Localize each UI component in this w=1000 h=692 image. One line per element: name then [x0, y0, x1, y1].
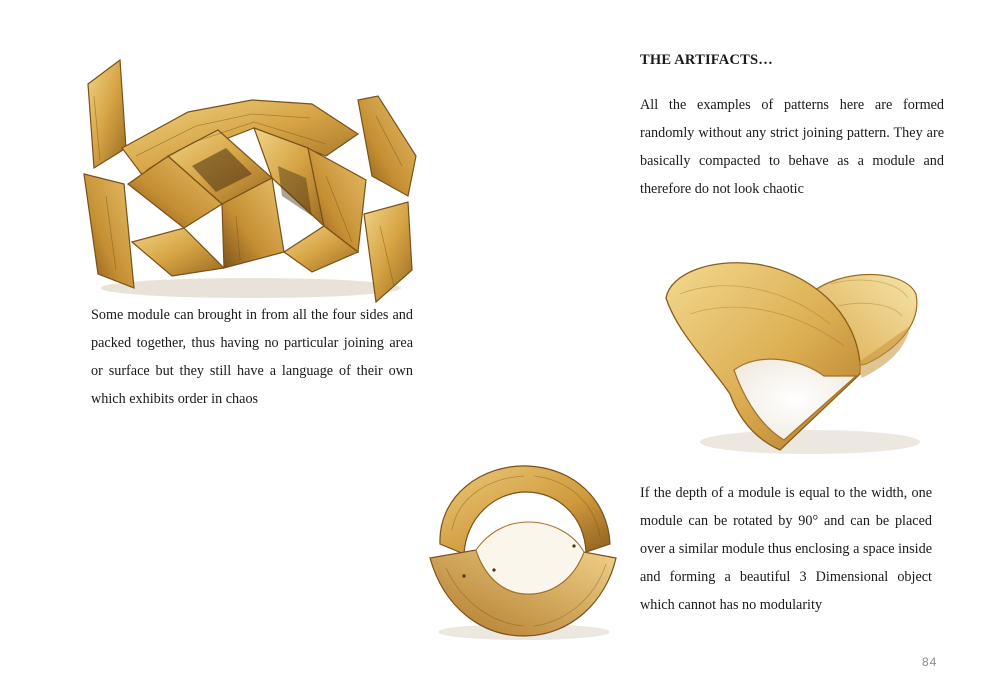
enclosed-module-caption: If the depth of a module is equal to the width, one module can be rotated by 90° and can be placed over a similar module thus enclosing a space inside and forming a beautiful 3 Dimensional object which cannot has no modularity	[640, 485, 932, 613]
page-number: 84	[922, 655, 938, 669]
folded-bamboo-illustration	[660, 254, 932, 460]
interlocked-caption: Some module can brought in from all the four sides and packed together, thus having no particular joining area or surface but they still have a language of their own which exhibits order in chaos	[91, 307, 413, 407]
enclosed-ring-module-photo	[424, 460, 620, 644]
interlocked-bamboo-modules-photo	[76, 56, 418, 306]
folded-bamboo-module-photo	[660, 254, 932, 460]
intro-paragraph: All the examples of patterns here are formed randomly without any strict joining pattern. They are basically compacted to behave as a module and therefore do not look chaotic	[640, 97, 944, 197]
interlocked-bamboo-illustration	[76, 56, 418, 306]
ring-bamboo-illustration	[424, 460, 620, 644]
section-heading: THE ARTIFACTS…	[640, 52, 773, 68]
